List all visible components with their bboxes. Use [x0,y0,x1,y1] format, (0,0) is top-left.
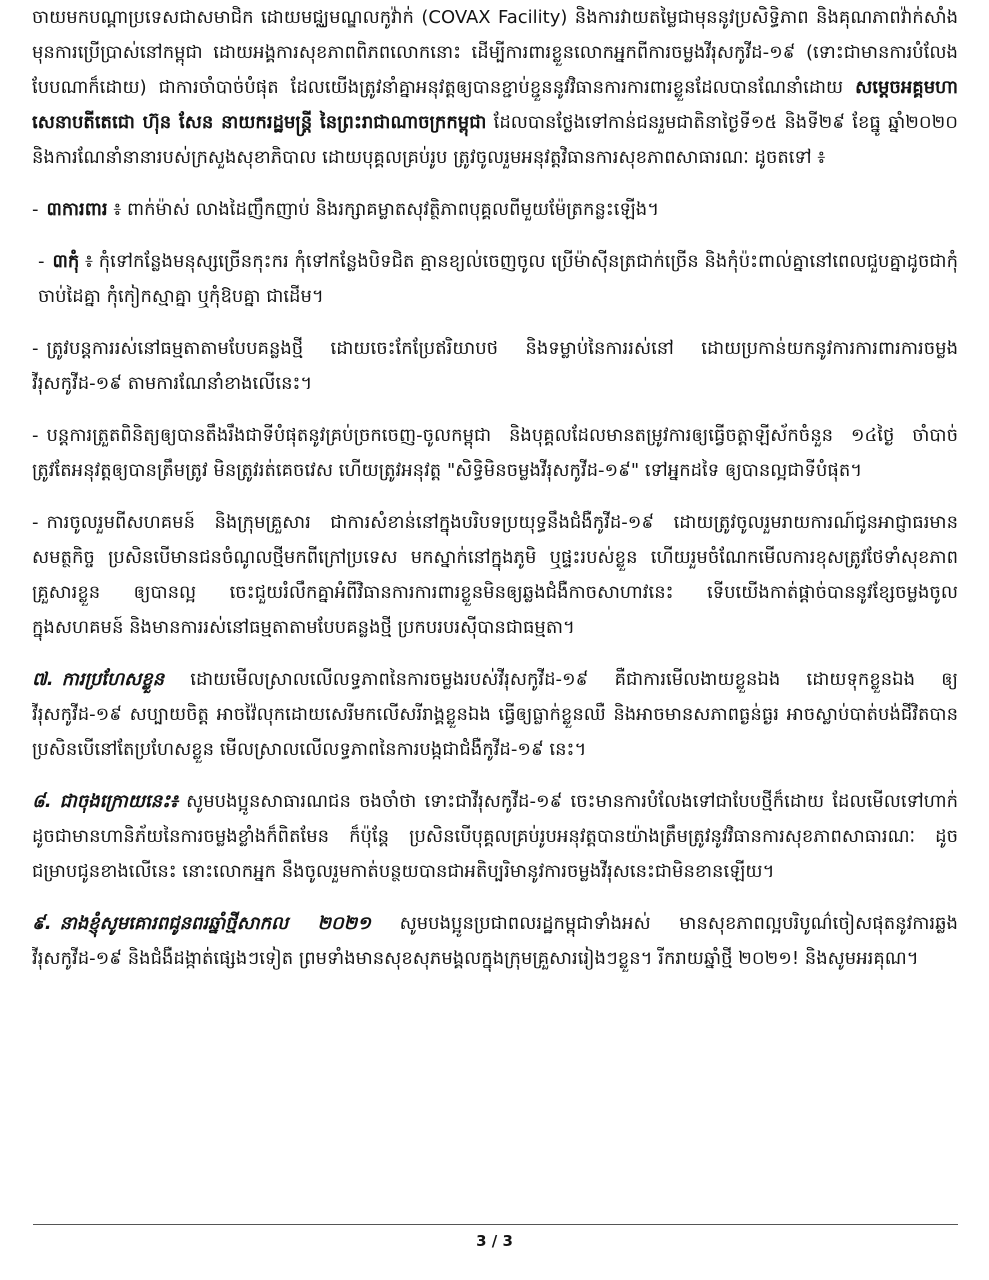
bullet-label: ៣ការពារ [46,199,108,220]
section-text: សូមបងប្អូនសាធារណជន ចងចាំថា ទោះជាវីរុសកូវីដ-១៩ ចេះមានការបំលែងទៅជាបែបថ្មីក៏ដោយ ដែលមើលទៅហាក់ដូចជាមានហានិភ័យនៃការចម្លងខ្លាំងក៏ពិតមែន ក៏ប៉ុន្តែ ប្រសិនបើបុគ្គលគ្រប់រូបអនុវត្តបានយ៉ាងត្រឹមត្រូវនូវវិធានការសុខភាពសាធារណៈ ដូចជម្រាបជូនខាងលើនេះ នោះលោកអ្នក នឹងចូលរួមកាត់បន្ថយបានជាអតិប្បរិមានូវការចម្លងវីរុសនេះជាមិនខានឡើយ។ [32,791,958,882]
section-title: នាងខ្ញុំសូមគោរពជូនពរឆ្នាំថ្មីសាកល ២០២១ [59,913,371,934]
section-number: ៩. [32,913,52,934]
bullet-item-three-protections [32,192,958,227]
bullet-item-new-normal [32,331,958,401]
bullet-text: ការចូលរួមពីសហគមន៍ និងក្រុមគ្រួសារ ជាការសំខាន់នៅក្នុងបរិបទប្រយុទ្ធនឹងជំងឺកូវីដ-១៩ ដោយត្រូវចូលរួមរាយការណ៍ជូនអាជ្ញាធរមានសមត្ថកិច្ច ប្រសិនបើមានជនចំណូលថ្មីមកពីក្រៅប្រទេស មកស្នាក់នៅក្នុងភូមិ ឬផ្ទះរបស់ខ្លួន ហើយរួមចំណែកមើលការខុសត្រូវថែទាំសុខភាពគ្រួសារខ្លួន ឲ្យបានល្អ ចេះជួយរំលឹកគ្នាអំពីវិធានការការពារខ្លួនមិនឲ្យឆ្លងជំងឺកាចសាហាវនេះ ទើបយើងកាត់ផ្តាច់បាននូវខ្សែចម្លងចូលក្នុងសហគមន៍ និងមានការរស់នៅធម្មតាតាមបែបគន្លងថ្មី ប្រកបរបរស៊ីបានជាធម្មតា។ [32,512,958,638]
bullet-dash: - [38,251,45,272]
section-7-negligence [32,662,958,767]
bullet-dash: - [32,199,39,220]
footer-divider [33,1224,958,1225]
bullet-item-three-donts [32,244,958,314]
section-number: ៧. [32,669,54,690]
bullet-dash: - [32,425,39,446]
bullet-dash: - [32,512,39,533]
document-body [32,0,958,1205]
bullet-text: ៖ កុំទៅកន្លែងមនុស្សច្រើនកុះករ កុំទៅកន្លែងបិទជិត គ្មានខ្យល់ចេញចូល ប្រើម៉ាស៊ីនត្រជាក់ច្រើន និងកុំប៉ះពាល់គ្នានៅពេលជួបគ្នាដូចជាកុំចាប់ដៃគ្នា កុំកៀកស្មាគ្នា ឬកុំឱបគ្នា ជាដើម។ [38,251,958,307]
bullet-text: បន្តការត្រួតពិនិត្យឲ្យបានតឹងរឹងជាទីបំផុតនូវគ្រប់ច្រកចេញ-ចូលកម្ពុជា និងបុគ្គលដែលមានតម្រូវការឲ្យធ្វើចត្តាឡីស័កចំនួន ១៤ថ្ងៃ ចាំបាច់ត្រូវតែអនុវត្តឲ្យបានត្រឹមត្រូវ មិនត្រូវរត់គេចវេស ហើយត្រូវអនុវត្ត "សិទ្ធិមិនចម្លងវីរុសកូវីដ-១៩" ទៅអ្នកដទៃ ឲ្យបានល្អជាទីបំផុត។ [32,425,958,481]
intro-text-before: ចាយមកបណ្តាប្រទេសជាសមាជិក ដោយមជ្ឈមណ្ឌលកូវ៉ាក់ (COVAX Facility) និងការវាយតម្លៃជាមុននូវប្រសិទ្ធិភាព និងគុណភាពវ៉ាក់សាំង មុនការប្រើប្រាស់នៅកម្ពុជា ដោយអង្គការសុខភាពពិភពលោកនោះ ដើម្បីការពារខ្លួនលោកអ្នកពីការចម្លងវីរុសកូវីដ-១៩ (ទោះជាមានការបំលែងបែបណាក៏ដោយ) ជាការចាំបាច់បំផុត ដែលយើងត្រូវនាំគ្នាអនុវត្តឲ្យបានខ្ជាប់ខ្ជួននូវវិធានការការពារខ្លួនដែលបានណែនាំដោយ [32,7,958,98]
intro-prime-minister-title: សម្តេចអគ្គមហាសេនាបតីតេជោ ហ៊ុន សែន នាយករដ្ឋមន្ត្រី នៃព្រះរាជាណាចក្រកម្ពុជា [32,77,958,133]
bullet-dash: - [32,338,39,359]
section-text: ដោយមើលស្រាលលើលទ្ធភាពនៃការចម្លងរបស់វីរុសកូវីដ-១៩ គឺជាការមើលងាយខ្លួនឯង ដោយទុកខ្លួនឯង ឲ្យវីរុសកូវីដ-១៩ សប្បាយចិត្ត អាចវ៉ៃលុកដោយសេរីមកលើសរីរាង្គខ្លួនឯង ធ្វើឲ្យធ្លាក់ខ្លួនឈឺ និងអាចមានសភាពធ្ងន់ធ្ងរ អាចស្លាប់បាត់បង់ជីវិតបាន ប្រសិនបើនៅតែប្រហែសខ្លួន មើលស្រាលលើលទ្ធភាពនៃការបង្កជាជំងឺកូវីដ-១៩ នេះ។ [32,669,958,760]
bullet-item-border-control [32,418,958,488]
section-9-new-year-wishes [32,906,958,976]
intro-text-after: ដែលបានថ្លែងទៅកាន់ជនរួមជាតិនាថ្ងៃទី១៥ និងទី២៩ ខែធ្នូ ឆ្នាំ២០២០ និងការណែនាំនានារបស់ក្រសួងសុខាភិបាល ដោយបុគ្គលគ្រប់រូប ត្រូវចូលរួមអនុវត្តវិធានការសុខភាពសាធារណៈ ដូចតទៅ ៖ [32,112,958,168]
section-title: ការប្រហែសខ្លួន [61,669,165,690]
section-text: សូមបងប្អូនប្រជាពលរដ្ឋកម្ពុជាទាំងអស់ មានសុខភាពល្អបរិបូណ៌ចៀសផុតនូវការឆ្លងវីរុសកូវីដ-១៩ និងជំងឺដង្កាត់ផ្សេងៗទៀត ព្រមទាំងមានសុខសុភមង្គលក្នុងក្រុមគ្រួសាររៀងៗខ្លួន។ រីករាយឆ្នាំថ្មី ២០២១! និងសូមអរគុណ។ [32,913,958,969]
bullet-item-community-participation [32,505,958,645]
section-number: ៨. [32,791,52,812]
intro-paragraph [32,0,958,175]
section-8-conclusion [32,784,958,889]
bullet-text: ៖ ពាក់ម៉ាស់ លាងដៃញឹកញាប់ និងរក្សាគម្លាតសុវត្ថិភាពបុគ្គលពីមួយម៉ែត្រកន្លះឡើង។ [107,199,660,220]
section-title: ជាចុងក្រោយនេះ៖ [59,791,178,812]
page-number: 3 / 3 [476,1232,513,1250]
bullet-text: ត្រូវបន្តការរស់នៅធម្មតាតាមបែបគន្លងថ្មី ដោយចេះកែប្រែឥរិយាបថ និងទម្លាប់នៃការរស់នៅ ដោយប្រកាន់យកនូវការការពារការចម្លងវីរុសកូវីដ-១៩ តាមការណែនាំខាងលើនេះ។ [32,338,958,394]
bullet-label: ៣កុំ [52,251,80,272]
